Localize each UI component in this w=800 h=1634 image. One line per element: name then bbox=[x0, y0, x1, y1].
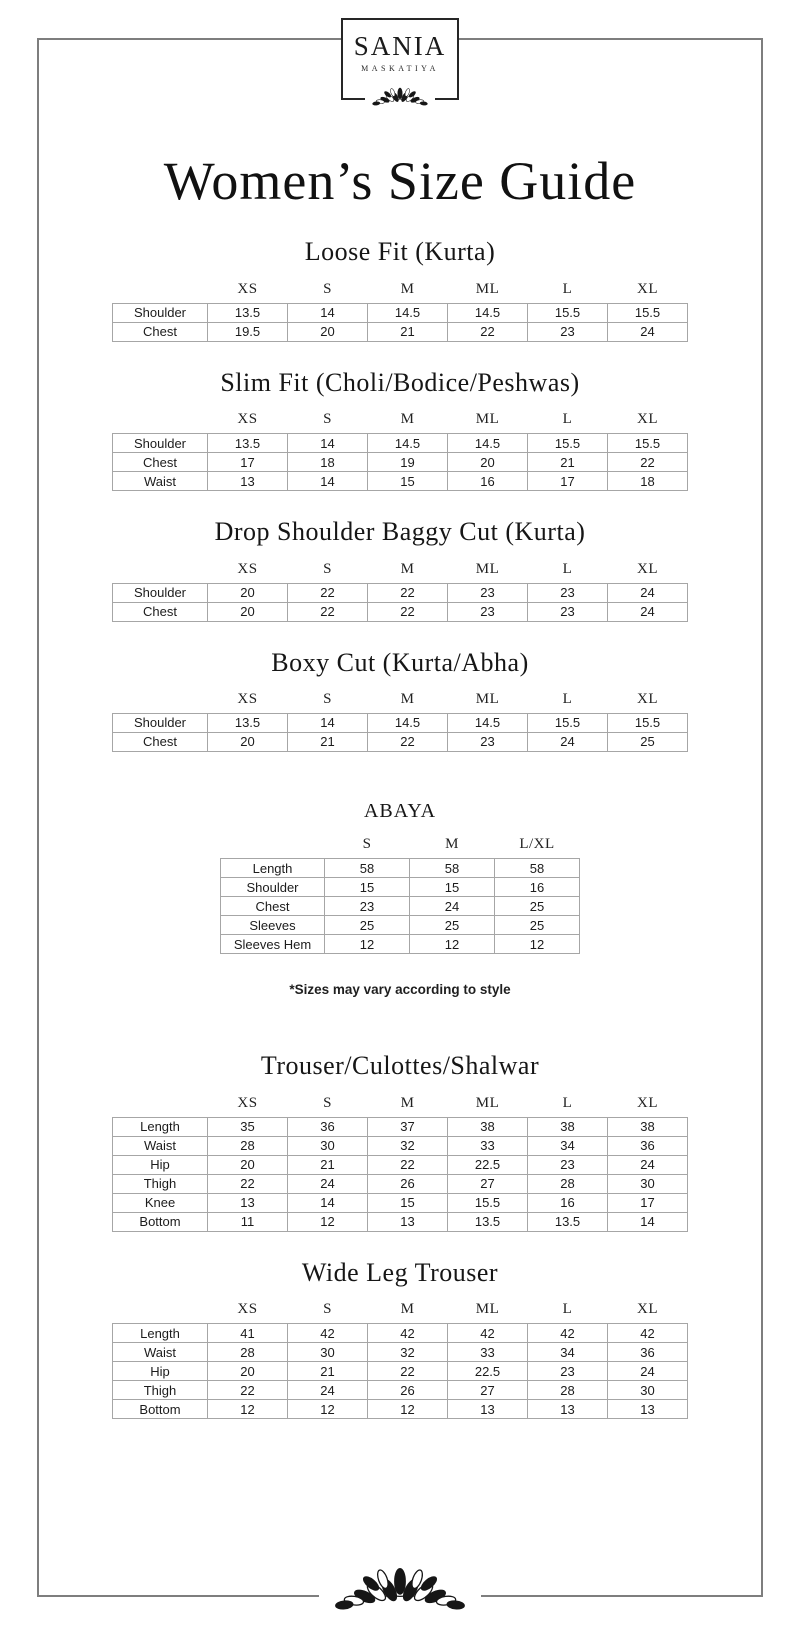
measurement-value: 21 bbox=[528, 453, 608, 472]
measurement-label: Chest bbox=[113, 602, 208, 621]
measurement-label: Chest bbox=[113, 732, 208, 751]
size-column-header: ML bbox=[475, 1094, 500, 1111]
measurement-value: 14 bbox=[288, 434, 368, 453]
measurement-value: 14.5 bbox=[448, 303, 528, 322]
abaya-table bbox=[220, 833, 580, 955]
measurement-value: 32 bbox=[368, 1136, 448, 1155]
measurement-value: 22 bbox=[208, 1381, 288, 1400]
measurement-value: 34 bbox=[528, 1343, 608, 1362]
size-column-header: S bbox=[323, 280, 332, 297]
loose-fit-table bbox=[112, 277, 688, 342]
measurement-value: 12 bbox=[208, 1400, 288, 1419]
corner-cell bbox=[113, 277, 208, 303]
measurement-value: 14 bbox=[608, 1212, 688, 1231]
measurement-row bbox=[113, 1136, 688, 1155]
measurement-value: 22 bbox=[368, 1155, 448, 1174]
measurement-value: 58 bbox=[495, 859, 580, 878]
size-column-header: M bbox=[400, 560, 415, 577]
measurement-value: 16 bbox=[448, 472, 528, 491]
size-column-header: L bbox=[562, 1301, 573, 1318]
measurement-value: 14.5 bbox=[448, 434, 528, 453]
size-column-header: S bbox=[323, 690, 332, 707]
size-column-header: ML bbox=[475, 1301, 500, 1318]
size-column-header: S bbox=[362, 836, 372, 853]
size-column-header: XS bbox=[237, 280, 258, 297]
size-header-row bbox=[113, 687, 688, 713]
footer-laurel-ornament-icon bbox=[319, 1564, 481, 1618]
measurement-value: 20 bbox=[288, 322, 368, 341]
measurement-value: 13 bbox=[208, 1193, 288, 1212]
measurement-value: 58 bbox=[325, 859, 410, 878]
size-column-header: M bbox=[445, 836, 459, 853]
measurement-value: 23 bbox=[528, 322, 608, 341]
measurement-label: Thigh bbox=[113, 1174, 208, 1193]
measurement-value: 13 bbox=[368, 1212, 448, 1231]
measurement-value: 13 bbox=[448, 1400, 528, 1419]
size-column-header: XS bbox=[237, 1094, 258, 1111]
measurement-row bbox=[113, 434, 688, 453]
measurement-value: 21 bbox=[288, 732, 368, 751]
corner-cell bbox=[113, 1091, 208, 1117]
measurement-value: 13 bbox=[528, 1400, 608, 1419]
corner-cell bbox=[113, 408, 208, 434]
size-column-header: L bbox=[562, 280, 573, 297]
corner-cell bbox=[113, 687, 208, 713]
measurement-value: 15.5 bbox=[608, 434, 688, 453]
measurement-value: 36 bbox=[608, 1136, 688, 1155]
size-column-header: ML bbox=[475, 411, 500, 428]
measurement-value: 20 bbox=[208, 602, 288, 621]
measurement-value: 24 bbox=[288, 1381, 368, 1400]
size-column-header: XL bbox=[637, 560, 658, 577]
section-wide-leg bbox=[0, 1258, 800, 1419]
measurement-row bbox=[113, 1362, 688, 1381]
measurement-value: 12 bbox=[410, 935, 495, 954]
measurement-value: 15.5 bbox=[448, 1193, 528, 1212]
boxy-cut-table bbox=[112, 687, 688, 752]
measurement-row bbox=[113, 583, 688, 602]
size-column-header: S bbox=[323, 1301, 332, 1318]
measurement-value: 14 bbox=[288, 1193, 368, 1212]
measurement-value: 17 bbox=[528, 472, 608, 491]
measurement-value: 30 bbox=[288, 1343, 368, 1362]
measurement-value: 35 bbox=[208, 1117, 288, 1136]
measurement-value: 23 bbox=[528, 1362, 608, 1381]
measurement-value: 33 bbox=[448, 1343, 528, 1362]
measurement-value: 13.5 bbox=[208, 303, 288, 322]
measurement-value: 41 bbox=[208, 1324, 288, 1343]
measurement-value: 32 bbox=[368, 1343, 448, 1362]
measurement-value: 13.5 bbox=[208, 434, 288, 453]
size-column-header: L bbox=[562, 560, 573, 577]
measurement-value: 15 bbox=[410, 878, 495, 897]
measurement-label: Hip bbox=[113, 1155, 208, 1174]
section-title-drop-shoulder: Drop Shoulder Baggy Cut (Kurta) bbox=[214, 517, 586, 547]
measurement-value: 28 bbox=[208, 1343, 288, 1362]
measurement-row bbox=[113, 1400, 688, 1419]
measurement-value: 16 bbox=[528, 1193, 608, 1212]
measurement-value: 14 bbox=[288, 303, 368, 322]
measurement-value: 23 bbox=[448, 583, 528, 602]
size-header-row bbox=[113, 1091, 688, 1117]
measurement-value: 30 bbox=[608, 1381, 688, 1400]
measurement-value: 18 bbox=[288, 453, 368, 472]
measurement-row bbox=[113, 1343, 688, 1362]
size-header-row bbox=[113, 408, 688, 434]
measurement-row bbox=[113, 1174, 688, 1193]
section-title-slim-fit: Slim Fit (Choli/Bodice/Peshwas) bbox=[220, 367, 580, 397]
size-column-header: XL bbox=[637, 1301, 658, 1318]
measurement-value: 14.5 bbox=[368, 713, 448, 732]
measurement-value: 14.5 bbox=[448, 713, 528, 732]
size-column-header: XL bbox=[637, 1094, 658, 1111]
trouser-table bbox=[112, 1091, 688, 1232]
size-column-header: L bbox=[562, 411, 573, 428]
measurement-value: 22 bbox=[608, 453, 688, 472]
measurement-label: Chest bbox=[113, 453, 208, 472]
measurement-value: 13.5 bbox=[528, 1212, 608, 1231]
measurement-value: 24 bbox=[528, 732, 608, 751]
size-column-header: XL bbox=[637, 690, 658, 707]
size-column-header: XL bbox=[637, 411, 658, 428]
measurement-row bbox=[113, 1381, 688, 1400]
section-abaya bbox=[0, 800, 800, 955]
measurement-value: 20 bbox=[448, 453, 528, 472]
measurement-row bbox=[221, 935, 580, 954]
size-column-header: M bbox=[400, 280, 415, 297]
section-title-abaya: ABAYA bbox=[363, 799, 437, 822]
measurement-value: 15 bbox=[368, 1193, 448, 1212]
measurement-value: 23 bbox=[448, 732, 528, 751]
measurement-value: 15.5 bbox=[528, 713, 608, 732]
size-column-header: L bbox=[562, 690, 573, 707]
measurement-value: 17 bbox=[208, 453, 288, 472]
measurement-label: Length bbox=[221, 859, 325, 878]
measurement-label: Waist bbox=[113, 472, 208, 491]
measurement-value: 25 bbox=[608, 732, 688, 751]
measurement-value: 24 bbox=[608, 1362, 688, 1381]
measurement-value: 13 bbox=[208, 472, 288, 491]
size-column-header: ML bbox=[475, 280, 500, 297]
measurement-value: 14.5 bbox=[368, 303, 448, 322]
measurement-value: 15.5 bbox=[608, 713, 688, 732]
measurement-value: 15.5 bbox=[608, 303, 688, 322]
measurement-value: 22 bbox=[288, 602, 368, 621]
size-column-header: M bbox=[400, 411, 415, 428]
slim-fit-table bbox=[112, 408, 688, 492]
measurement-value: 22.5 bbox=[448, 1155, 528, 1174]
size-column-header: S bbox=[323, 1094, 332, 1111]
measurement-value: 42 bbox=[288, 1324, 368, 1343]
measurement-value: 38 bbox=[528, 1117, 608, 1136]
measurement-label: Waist bbox=[113, 1136, 208, 1155]
measurement-value: 20 bbox=[208, 583, 288, 602]
measurement-value: 38 bbox=[608, 1117, 688, 1136]
measurement-value: 22 bbox=[448, 322, 528, 341]
brand-name: SANIA bbox=[353, 31, 447, 61]
measurement-value: 15.5 bbox=[528, 303, 608, 322]
measurement-row bbox=[113, 713, 688, 732]
section-trouser bbox=[0, 1051, 800, 1231]
measurement-value: 13.5 bbox=[208, 713, 288, 732]
measurement-value: 23 bbox=[528, 602, 608, 621]
measurement-value: 24 bbox=[608, 583, 688, 602]
measurement-value: 12 bbox=[288, 1400, 368, 1419]
measurement-row bbox=[113, 1193, 688, 1212]
measurement-value: 13 bbox=[608, 1400, 688, 1419]
measurement-value: 22 bbox=[368, 583, 448, 602]
measurement-value: 36 bbox=[608, 1343, 688, 1362]
measurement-value: 20 bbox=[208, 732, 288, 751]
measurement-value: 42 bbox=[448, 1324, 528, 1343]
measurement-label: Shoulder bbox=[113, 303, 208, 322]
measurement-value: 38 bbox=[448, 1117, 528, 1136]
measurement-row bbox=[113, 322, 688, 341]
measurement-row bbox=[221, 897, 580, 916]
measurement-value: 25 bbox=[495, 897, 580, 916]
measurement-value: 15 bbox=[368, 472, 448, 491]
measurement-row bbox=[113, 1212, 688, 1231]
laurel-ornament-icon bbox=[365, 86, 435, 109]
measurement-row bbox=[113, 732, 688, 751]
measurement-label: Shoulder bbox=[113, 583, 208, 602]
measurement-value: 23 bbox=[325, 897, 410, 916]
measurement-value: 28 bbox=[528, 1381, 608, 1400]
page-title: Women’s Size Guide bbox=[163, 151, 637, 211]
measurement-value: 23 bbox=[528, 583, 608, 602]
size-header-row bbox=[113, 277, 688, 303]
measurement-row bbox=[113, 472, 688, 491]
size-column-header: XS bbox=[237, 690, 258, 707]
measurement-label: Sleeves Hem bbox=[221, 935, 325, 954]
measurement-label: Hip bbox=[113, 1362, 208, 1381]
measurement-value: 22.5 bbox=[448, 1362, 528, 1381]
measurement-value: 25 bbox=[410, 916, 495, 935]
measurement-value: 12 bbox=[368, 1400, 448, 1419]
measurement-value: 11 bbox=[208, 1212, 288, 1231]
size-column-header: M bbox=[400, 1301, 415, 1318]
measurement-label: Shoulder bbox=[113, 713, 208, 732]
measurement-value: 17 bbox=[608, 1193, 688, 1212]
sizes-note: *Sizes may vary according to style bbox=[289, 982, 511, 998]
measurement-value: 19.5 bbox=[208, 322, 288, 341]
measurement-value: 42 bbox=[368, 1324, 448, 1343]
measurement-value: 23 bbox=[528, 1155, 608, 1174]
size-column-header: M bbox=[400, 1094, 415, 1111]
measurement-value: 42 bbox=[528, 1324, 608, 1343]
size-column-header: L/XL bbox=[519, 836, 555, 853]
measurement-value: 23 bbox=[448, 602, 528, 621]
measurement-row bbox=[113, 1324, 688, 1343]
measurement-value: 24 bbox=[608, 322, 688, 341]
corner-cell bbox=[113, 557, 208, 583]
brand-logo bbox=[341, 18, 459, 100]
measurement-value: 16 bbox=[495, 878, 580, 897]
measurement-label: Bottom bbox=[113, 1212, 208, 1231]
measurement-value: 30 bbox=[608, 1174, 688, 1193]
measurement-value: 28 bbox=[528, 1174, 608, 1193]
measurement-value: 30 bbox=[288, 1136, 368, 1155]
measurement-value: 22 bbox=[288, 583, 368, 602]
measurement-value: 28 bbox=[208, 1136, 288, 1155]
corner-cell bbox=[221, 833, 325, 859]
brand-subname: MASKATIYA bbox=[361, 64, 439, 73]
measurement-value: 14 bbox=[288, 713, 368, 732]
measurement-row bbox=[221, 878, 580, 897]
measurement-value: 22 bbox=[368, 732, 448, 751]
size-column-header: S bbox=[323, 560, 332, 577]
measurement-value: 12 bbox=[288, 1212, 368, 1231]
measurement-value: 26 bbox=[368, 1174, 448, 1193]
size-column-header: XS bbox=[237, 560, 258, 577]
measurement-value: 34 bbox=[528, 1136, 608, 1155]
measurement-value: 13.5 bbox=[448, 1212, 528, 1231]
measurement-value: 24 bbox=[288, 1174, 368, 1193]
measurement-value: 22 bbox=[208, 1174, 288, 1193]
measurement-value: 15 bbox=[325, 878, 410, 897]
measurement-value: 12 bbox=[325, 935, 410, 954]
measurement-value: 27 bbox=[448, 1174, 528, 1193]
measurement-value: 21 bbox=[368, 322, 448, 341]
size-column-header: XS bbox=[237, 411, 258, 428]
measurement-value: 15.5 bbox=[528, 434, 608, 453]
measurement-value: 21 bbox=[288, 1155, 368, 1174]
section-title-boxy-cut: Boxy Cut (Kurta/Abha) bbox=[271, 647, 529, 677]
size-column-header: ML bbox=[475, 690, 500, 707]
size-header-row bbox=[221, 833, 580, 859]
measurement-value: 24 bbox=[410, 897, 495, 916]
measurement-value: 37 bbox=[368, 1117, 448, 1136]
measurement-row bbox=[221, 859, 580, 878]
measurement-value: 19 bbox=[368, 453, 448, 472]
measurement-value: 14.5 bbox=[368, 434, 448, 453]
measurement-row bbox=[113, 1117, 688, 1136]
measurement-label: Length bbox=[113, 1117, 208, 1136]
measurement-value: 12 bbox=[495, 935, 580, 954]
measurement-label: Shoulder bbox=[221, 878, 325, 897]
measurement-label: Chest bbox=[113, 322, 208, 341]
measurement-value: 21 bbox=[288, 1362, 368, 1381]
measurement-value: 18 bbox=[608, 472, 688, 491]
measurement-value: 20 bbox=[208, 1362, 288, 1381]
measurement-row bbox=[113, 1155, 688, 1174]
measurement-value: 26 bbox=[368, 1381, 448, 1400]
size-column-header: XS bbox=[237, 1301, 258, 1318]
section-boxy-cut bbox=[0, 648, 800, 752]
size-header-row bbox=[113, 1298, 688, 1324]
measurement-value: 24 bbox=[608, 1155, 688, 1174]
measurement-value: 22 bbox=[368, 602, 448, 621]
section-title-loose-fit: Loose Fit (Kurta) bbox=[304, 237, 496, 267]
measurement-row bbox=[113, 303, 688, 322]
measurement-label: Thigh bbox=[113, 1381, 208, 1400]
measurement-label: Waist bbox=[113, 1343, 208, 1362]
measurement-label: Bottom bbox=[113, 1400, 208, 1419]
size-column-header: L bbox=[562, 1094, 573, 1111]
measurement-row bbox=[221, 916, 580, 935]
size-column-header: S bbox=[323, 411, 332, 428]
measurement-value: 25 bbox=[495, 916, 580, 935]
measurement-label: Shoulder bbox=[113, 434, 208, 453]
measurement-label: Sleeves bbox=[221, 916, 325, 935]
measurement-value: 27 bbox=[448, 1381, 528, 1400]
measurement-value: 20 bbox=[208, 1155, 288, 1174]
measurement-label: Knee bbox=[113, 1193, 208, 1212]
wide-leg-table bbox=[112, 1298, 688, 1420]
measurement-row bbox=[113, 453, 688, 472]
measurement-value: 14 bbox=[288, 472, 368, 491]
section-title-wide-leg: Wide Leg Trouser bbox=[301, 1257, 499, 1287]
measurement-value: 33 bbox=[448, 1136, 528, 1155]
measurement-row bbox=[113, 602, 688, 621]
measurement-label: Length bbox=[113, 1324, 208, 1343]
measurement-value: 22 bbox=[368, 1362, 448, 1381]
size-header-row bbox=[113, 557, 688, 583]
measurement-label: Chest bbox=[221, 897, 325, 916]
section-loose-fit bbox=[0, 237, 800, 341]
measurement-value: 58 bbox=[410, 859, 495, 878]
measurement-value: 25 bbox=[325, 916, 410, 935]
size-column-header: ML bbox=[475, 560, 500, 577]
section-slim-fit bbox=[0, 368, 800, 491]
measurement-value: 42 bbox=[608, 1324, 688, 1343]
size-column-header: XL bbox=[637, 280, 658, 297]
measurement-value: 24 bbox=[608, 602, 688, 621]
corner-cell bbox=[113, 1298, 208, 1324]
measurement-value: 36 bbox=[288, 1117, 368, 1136]
section-title-trouser: Trouser/Culottes/Shalwar bbox=[260, 1051, 540, 1081]
drop-shoulder-table bbox=[112, 557, 688, 622]
size-column-header: M bbox=[400, 690, 415, 707]
section-drop-shoulder bbox=[0, 517, 800, 621]
